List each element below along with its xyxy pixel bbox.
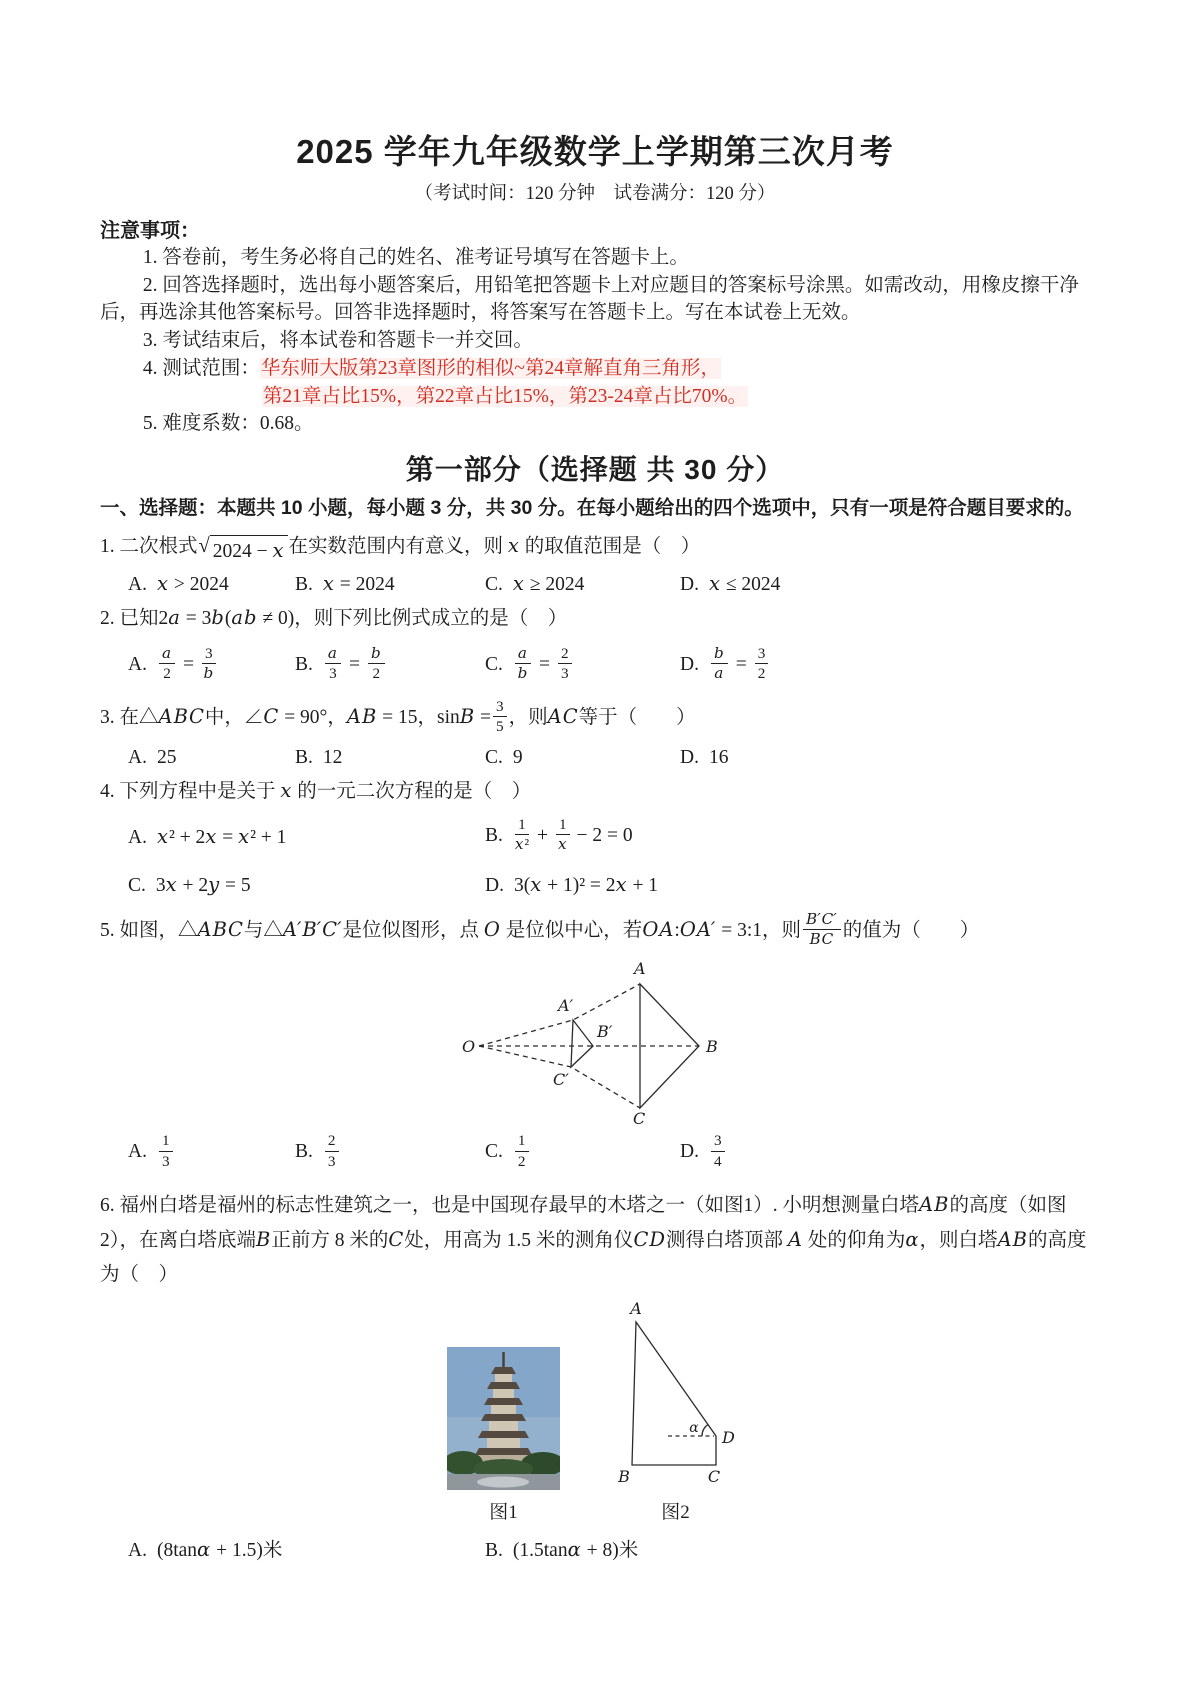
- option-a: A. $\frac{1}{3}$: [128, 1134, 295, 1171]
- radical-sign: √: [198, 534, 210, 557]
- test-scope-text-line2: 第21章占比15%，第22章占比15%，第23-24章占比70%。: [262, 385, 748, 407]
- label-C: C: [707, 1466, 721, 1486]
- option-c: C. 9: [485, 747, 523, 769]
- option-b: B. $\frac{1}{\text{x²}}$ + $\frac{1}{x}$ − 2 = 0: [485, 816, 633, 854]
- question-2-number: 2.: [100, 607, 120, 629]
- notice-4-label: 4. 测试范围：: [142, 357, 260, 379]
- figure-1-label: 图1: [489, 1501, 518, 1523]
- option-a: A. $\frac{a}{2}$ = $\frac{3}{b}$: [128, 647, 295, 684]
- triangle-ABCD: [632, 1322, 716, 1465]
- question-1-options: [100, 572, 1090, 596]
- notice-item-4: [100, 356, 1090, 383]
- question-5-number: 5.: [100, 920, 120, 942]
- notice-item-4-line2: [100, 384, 1090, 411]
- notice-item-1: 1. 答卷前，考生务必将自己的姓名、准考证号填写在答题卡上。: [142, 247, 689, 268]
- q5-homothety-figure: [459, 958, 731, 1126]
- label-C: C: [633, 1109, 646, 1127]
- option-b: B. 12: [295, 747, 343, 769]
- option-d: D. x ≤ 2024: [680, 571, 781, 595]
- angle-arc: [702, 1424, 708, 1436]
- figure-1-block: [447, 1347, 560, 1524]
- option-b: B. (1.5tanα + 8)米: [485, 1537, 639, 1561]
- test-scope-text-line1: 华东师大版第23章图形的相似~第24章解直角三角形，: [260, 357, 720, 379]
- exam-time-score-line: （考试时间：120 分钟 试卷满分：120 分）: [414, 184, 776, 204]
- page-title: 2025 学年九年级数学上学期第三次月考: [296, 133, 894, 170]
- section-1-heading: 第一部分（选择题 共 30 分）: [405, 454, 785, 486]
- option-d: D. $\frac{b}{a}$ = $\frac{3}{2}$: [680, 647, 1090, 684]
- option-a: A. x² + 2x = x² + 1: [128, 824, 287, 848]
- pagoda-photo: [447, 1347, 560, 1490]
- label-A-prime: A′: [558, 996, 574, 1016]
- option-b: B. $\frac{2}{3}$: [295, 1134, 485, 1171]
- small-triangle-ApBpCp: [571, 1020, 593, 1067]
- question-4-number: 4.: [100, 781, 120, 803]
- question-4-options-row2: [100, 873, 1090, 897]
- label-A: A: [630, 1299, 642, 1318]
- question-2-options: [100, 644, 1090, 684]
- notice-item-3: 3. 考试结束后，将本试卷和答题卡一并交回。: [142, 329, 533, 351]
- section-1-instruction: 一、选择题：本题共 10 小题，每小题 3 分，共 30 分。在每小题给出的四个选项中，只有一项是符合题目要求的。: [100, 497, 1084, 520]
- option-a: A. x > 2024: [128, 571, 229, 595]
- option-c: C. x ≥ 2024: [485, 571, 585, 595]
- label-C-prime: C′: [553, 1070, 569, 1090]
- option-d: D. 16: [680, 747, 729, 769]
- q6-elevation-triangle-figure: [608, 1300, 743, 1490]
- label-B-prime: B′: [597, 1022, 613, 1042]
- question-4-options-row1: [100, 818, 1090, 855]
- notice-item-2: 2. 回答选择题时，选出每小题答案后，用铅笔把答题卡上对应题目的答案标号涂黑。如需改动，用橡皮擦干净后，再选涂其他答案标号。回答非选择题时，将答案写在答题卡上。写在本试卷上无效。: [100, 274, 1079, 323]
- sqrt-expression: √ 2024 − x: [199, 535, 288, 566]
- question-1-number: 1.: [100, 535, 120, 557]
- figure-2-label: 图2: [661, 1501, 690, 1523]
- question-3-options: [100, 747, 1090, 769]
- option-b: B. x = 2024: [295, 571, 395, 595]
- option-a: A. 25: [128, 747, 177, 769]
- option-a: A. (8tanα + 1.5)米: [128, 1537, 283, 1561]
- label-B: B: [618, 1466, 630, 1486]
- option-c: C. $\frac{1}{2}$: [485, 1134, 680, 1171]
- notice-item-5: 5. 难度系数：0.68。: [142, 413, 314, 435]
- option-c: C. 3x + 2y = 5: [128, 873, 251, 897]
- question-6-options-row1: [100, 1534, 1090, 1562]
- label-O: O: [462, 1037, 476, 1057]
- label-alpha: α: [689, 1419, 699, 1436]
- dashed-ray-O-A: [479, 984, 640, 1046]
- figure-2-block: [608, 1300, 743, 1524]
- question-3-stem: 3. 在△ABC中，∠C = 90°，AB = 15，sinB = $\frac{3}{5}$ ，则AC等于（ ）: [100, 698, 696, 736]
- label-D: D: [722, 1427, 735, 1447]
- question-4-stem: 4. 下列方程中是关于 x 的一元二次方程的是（ ）: [100, 779, 532, 803]
- option-c: C. $\frac{a}{b}$ = $\frac{2}{3}$: [485, 647, 680, 684]
- question-2-stem: 2. 已知2a = 3b(ab ≠ 0)，则下列比例式成立的是（ ）: [100, 605, 568, 629]
- question-1-stem: 1. 二次根式 √ 2024 − x 在实数范围内有意义，则 x 的取值范围是（ ）: [100, 531, 1090, 566]
- question-5-options: [100, 1134, 1090, 1171]
- question-6-number: 6.: [100, 1194, 120, 1216]
- question-3-number: 3.: [100, 707, 120, 729]
- question-6-figures: [100, 1300, 1090, 1524]
- notice-heading: 注意事项：: [100, 220, 200, 242]
- question-6-stem: 6. 福州白塔是福州的标志性建筑之一，也是中国现存最早的木塔之一（如图1）. 小明想测量白塔AB的高度（如图2），在离白塔底端B正前方 8 米的C处，用高为 1.5 米的测角仪CD测得白塔顶部 A 处的仰角为α，则白塔AB的高度为（ ）: [100, 1192, 1087, 1285]
- option-d: D. 3(x + 1)² = 2x + 1: [485, 873, 659, 897]
- label-A: A: [634, 959, 646, 979]
- label-B: B: [706, 1037, 718, 1057]
- option-d: D. $\frac{3}{4}$: [680, 1134, 1090, 1171]
- option-b: B. $\frac{a}{3}$ = $\frac{b}{2}$: [295, 647, 485, 684]
- question-5-stem: 5. 如图，△ABC与△A′B′C′是位似图形，点 O 是位似中心，若OA:OA′ = 3:1，则 $\frac{B'C'}{BC}$ 的值为（ ）: [100, 910, 980, 949]
